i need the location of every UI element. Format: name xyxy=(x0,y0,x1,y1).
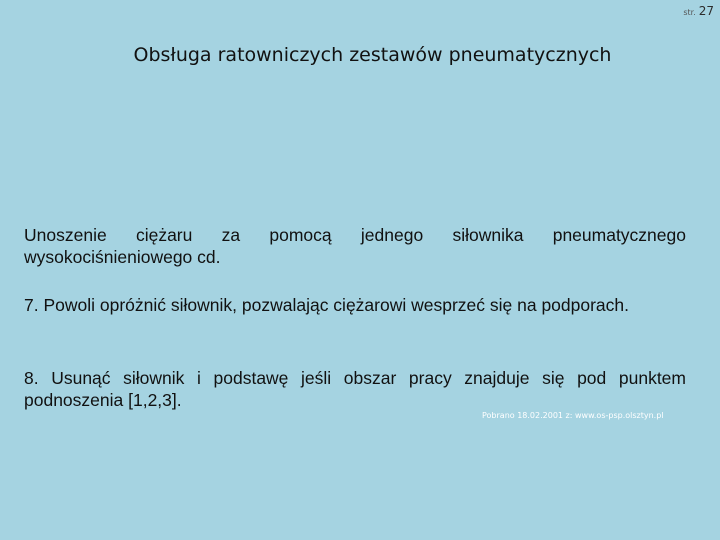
page-title: Obsługa ratowniczych zestawów pneumatycznych xyxy=(133,44,612,66)
page-number xyxy=(683,4,714,18)
paragraph-step-8: 8. Usunąć siłownik i podstawę jeśli obszar pracy znajduje się pod punktem podnoszenia [1,2,3]. xyxy=(24,368,686,410)
page-number-value: 27 xyxy=(698,4,714,18)
paragraph-step-7: 7. Powoli opróżnić siłownik, pozwalając ciężarowi wesprzeć się na podporach. xyxy=(24,295,630,315)
source-note: Pobrano 18.02.2001 z: www.os-psp.olsztyn.pl xyxy=(482,411,664,420)
page-number-label: str. xyxy=(683,8,696,17)
paragraph-intro: Unoszenie ciężaru za pomocą jednego siłownika pneumatycznego wysokociśnieniowego cd. xyxy=(24,225,686,267)
